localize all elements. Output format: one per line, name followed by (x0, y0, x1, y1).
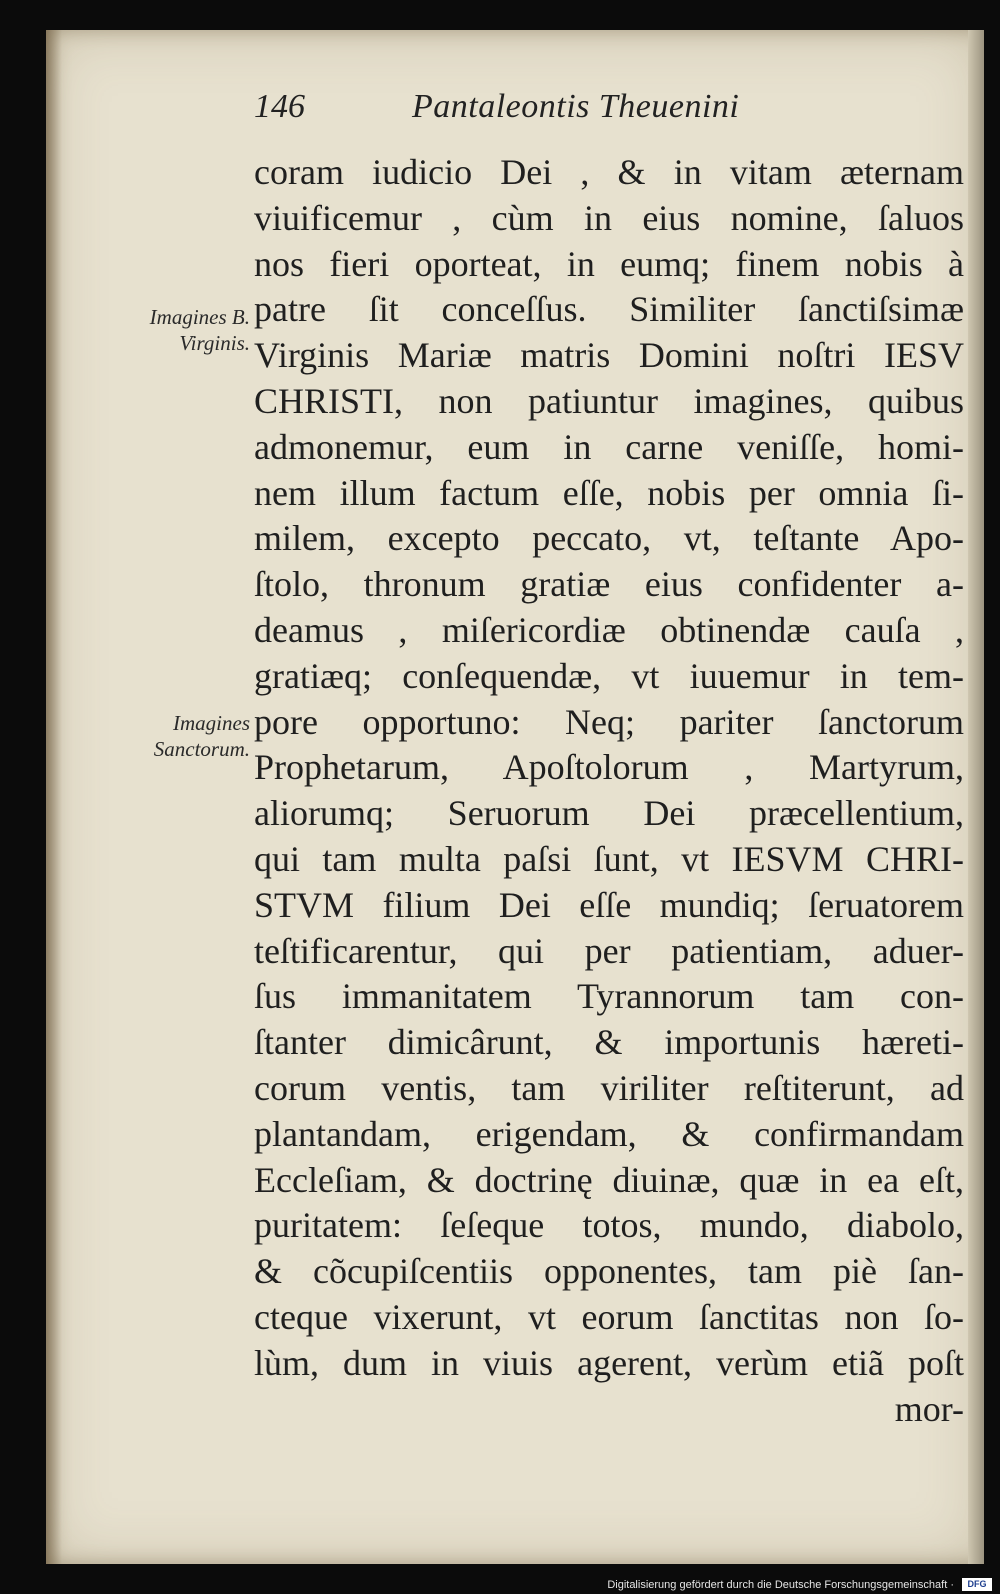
text-line: & cõcupiſcentiis opponentes, tam piè ſan- (254, 1251, 964, 1292)
text-line: coram iudicio Dei , & in vitam æternam (254, 152, 964, 192)
text-line: nos fieri oporteat, in eumq; finem nobis à (254, 243, 964, 284)
text-line: mor- (894, 1388, 964, 1429)
page-header (0, 88, 1000, 138)
page-edge (968, 30, 984, 1564)
text-line: ſtolo, thronum gratiæ eius confidenter a- (254, 564, 964, 605)
text-line: admonemur, eum in carne veniſſe, homi- (254, 426, 964, 467)
running-title: Pantaleontis Theuenini (412, 88, 740, 125)
text-line: ſtanter dimicârunt, & importunis hæreti- (254, 1022, 964, 1063)
text-line: gratiæq; conſequendæ, vt iuuemur in tem- (254, 655, 964, 696)
text-line: lùm, dum in viuis agerent, verùm etiã poſt (254, 1342, 964, 1383)
text-line: deamus , miſericordiæ obtinendæ cauſa , (254, 609, 964, 650)
text-line: qui tam multa paſsi ſunt, vt IESVM CHRI- (254, 838, 964, 879)
text-line: corum ventis, tam viriliter reſtiterunt, ad (254, 1067, 964, 1108)
text-line: viuificemur , cùm in eius nomine, ſaluos (254, 197, 964, 238)
text-line: teſtificarentur, qui per patientiam, aduer- (254, 930, 964, 971)
text-line: Eccleſiam, & doctrinę diuinæ, quæ in ea eſt, (254, 1159, 964, 1200)
page-number: 146 (254, 88, 305, 125)
text-line: nem illum factum eſſe, nobis per omnia ſi- (254, 472, 964, 513)
text-line: STVM filium Dei eſſe mundiq; ſeruatorem (254, 884, 964, 925)
text-line: plantandam, erigendam, & confirmandam (254, 1113, 964, 1154)
text-line: CHRISTI, non patiuntur imagines, quibus (254, 380, 964, 421)
text-line: Prophetarum, Apoſtolorum , Martyrum, (254, 747, 964, 788)
text-line: patre ſit conceſſus. Similiter ſanctiſsimæ (254, 289, 964, 330)
text-line: milem, excepto peccato, vt, teſtante Apo- (254, 518, 964, 559)
text-line: cteque vixerunt, vt eorum ſanctitas non ſo- (254, 1296, 964, 1337)
digitization-credit: Digitalisierung gefördert durch die Deutsche Forschungsgemeinschaft · (607, 1579, 954, 1591)
text-line: puritatem: ſeſeque totos, mundo, diabolo, (254, 1205, 964, 1246)
text-line: aliorumq; Seruorum Dei præcellentium, (254, 793, 964, 834)
text-line: pore opportuno: Neq; pariter ſanctorum (254, 701, 964, 742)
page-gutter-shadow (46, 30, 62, 1564)
margin-note-virgin: Imagines B. Virginis. (149, 305, 250, 355)
text-line: Virginis Mariæ matris Domini noſtri IESV (254, 335, 964, 376)
dfg-logo: DFG (962, 1578, 992, 1591)
body-text (254, 150, 964, 1432)
margin-note-saints: Imagines Sanctorum. (153, 711, 250, 761)
text-line: ſus immanitatem Tyrannorum tam con- (254, 976, 964, 1017)
